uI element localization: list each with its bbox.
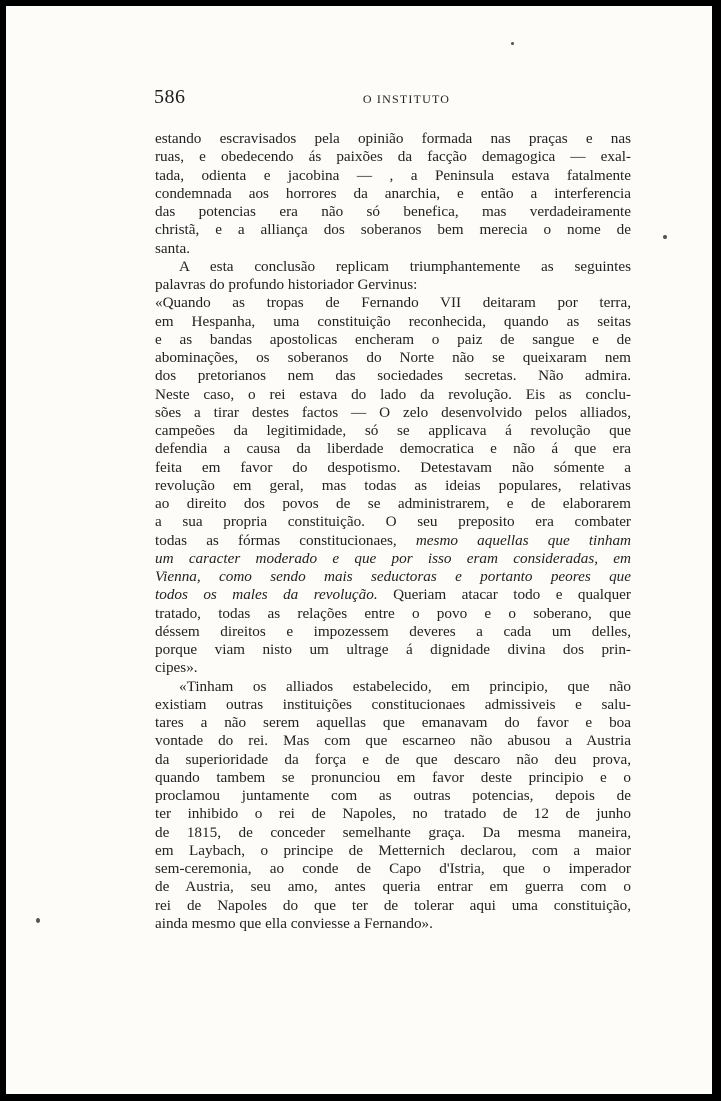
text-line: revolução em geral, mas todas as ideias populares, relativas <box>155 476 631 494</box>
text-line-mixed <box>155 532 631 550</box>
text-line: tada, odienta e jacobina — , a Peninsula estava fatalmente <box>155 166 631 184</box>
text-line: quando tambem se pronunciou em favor deste principio e o <box>155 768 631 786</box>
text-line: e as bandas apostolicas encheram o paiz de sangue e de <box>155 330 631 348</box>
text-line: «Quando as tropas de Fernando VII deitaram por terra, <box>155 294 631 312</box>
text-line: ao direito dos povos de se administrarem, e de elaborarem <box>155 495 631 512</box>
text-line: abominações, os soberanos do Norte não se queixaram nem <box>155 349 631 366</box>
text-line: christã, e a alliança dos soberanos bem merecia o nome de <box>155 221 631 239</box>
text-segment: todas as fórmas constitucionaes, <box>155 531 416 549</box>
text-line: em Laybach, o principe de Metternich declarou, com a maior <box>155 841 631 859</box>
text-line-mixed <box>155 586 631 604</box>
italic-text-line: um caracter moderado e que por isso eram consideradas, em <box>155 549 631 567</box>
text-line: campeões da legitimidade, só se applicava á revolução que <box>155 422 631 439</box>
text-line: tares a não serem aquellas que emanavam do favor e boa <box>155 714 631 731</box>
text-line: da superioridade da força e de que descaro não deu prova, <box>155 750 631 768</box>
text-line: santa. <box>155 239 191 257</box>
text-line: feita em favor do despotismo. Detestavam não sómente a <box>155 458 631 476</box>
italic-text-line: Vienna, como sendo mais seductoras e portanto peores que <box>155 568 631 585</box>
text-line: déssem direitos e impozessem deveres a cada um delles, <box>155 622 631 640</box>
page-header <box>154 86 629 110</box>
text-line: dos pretorianos nem das sociedades secretas. Não admira. <box>155 367 631 385</box>
text-line: ter inhibido o rei de Napoles, no tratado de 12 de junho <box>155 805 631 823</box>
text-line: a sua propria constituição. O seu preposito era combater <box>155 513 631 531</box>
text-line: tratado, todas as relações entre o povo e o soberano, que <box>155 604 631 622</box>
text-line: A esta conclusão replicam triumphantemente as seguintes <box>179 257 631 275</box>
text-line: das potencias era não só benefica, mas verdadeiramente <box>155 203 631 220</box>
italic-text-segment: mesmo aquellas que tinham <box>415 531 632 549</box>
dust-speck <box>511 42 514 45</box>
text-line: existiam outras instituições constitucionaes admissiveis e salu- <box>155 695 631 713</box>
text-line: defendia a causa da liberdade democratica e não á que era <box>155 440 631 458</box>
running-title: O INSTITUTO <box>362 92 451 106</box>
text-line: de 1815, de conceder semelhante graça. Da mesma maneira, <box>155 823 631 841</box>
text-line: ruas, e obedecendo ás paixões da facção demagogica — exal- <box>155 148 631 166</box>
text-line: vontade do rei. Mas com que escarneo não abusou a Austria <box>155 732 631 750</box>
text-line: cipes». <box>155 659 198 677</box>
text-line: rei de Napoles do que ter de tolerar aqui uma constituição, <box>155 896 631 914</box>
dust-speck <box>663 235 667 239</box>
text-line: proclamou juntamente com as outras potencias, depois de <box>155 787 631 804</box>
text-line: em Hespanha, uma constituição reconhecida, quando as seitas <box>155 312 631 330</box>
text-line: de Austria, seu amo, antes queria entrar em guerra com o <box>155 878 631 896</box>
italic-text-segment: todos os males da revolução. <box>155 586 378 604</box>
book-page <box>6 6 712 1094</box>
text-line: sões a tirar destes factos — O zelo desenvolvido pelos alliados, <box>155 403 631 421</box>
dust-speck <box>36 918 40 923</box>
text-line: ainda mesmo que ella conviesse a Fernando». <box>155 914 433 932</box>
text-line: palavras do profundo historiador Gervinus: <box>155 276 418 293</box>
text-segment: Queriam atacar todo e qualquer <box>377 586 631 604</box>
page-number: 586 <box>154 86 186 108</box>
text-line: estando escravisados pela opinião formada nas praças e nas <box>155 130 631 147</box>
text-line: condemnada aos horrores da anarchia, e então a interferencia <box>155 184 631 202</box>
text-line: sem-ceremonia, ao conde de Capo d'Istria, que o imperador <box>155 860 631 877</box>
text-line: Neste caso, o rei estava do lado da revolução. Eis as conclu- <box>155 385 631 403</box>
body-text <box>155 130 631 933</box>
text-line: «Tinham os alliados estabelecido, em principio, que não <box>179 677 631 695</box>
text-line: porque viam nisto um ultrage á dignidade divina dos prin- <box>155 641 631 658</box>
